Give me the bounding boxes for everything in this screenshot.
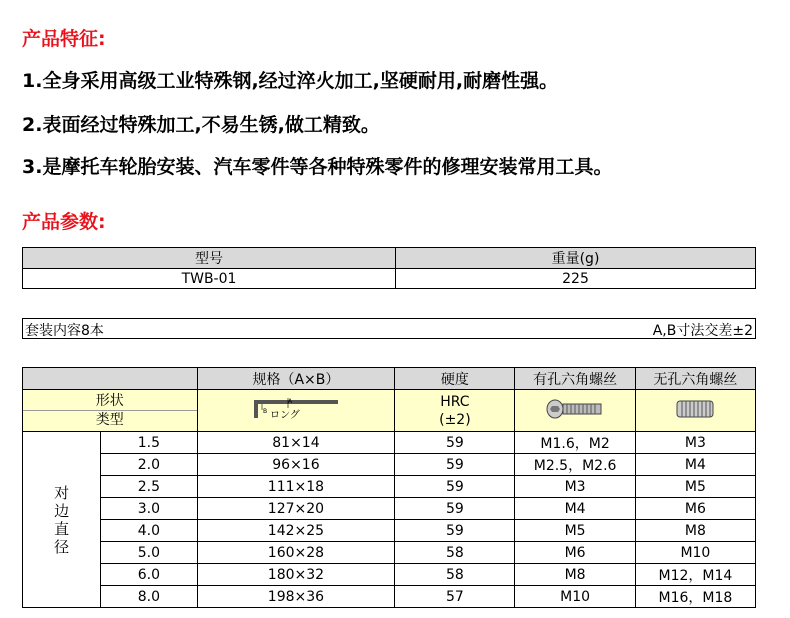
- dims-cell: 127×20: [197, 498, 395, 520]
- params-heading: 产品参数:: [22, 211, 106, 233]
- hardness-unit: HRC: [440, 393, 470, 410]
- spec-row: [23, 564, 756, 586]
- hardness-unit-cell: [395, 390, 515, 432]
- bolt-cell: M4: [515, 498, 635, 520]
- spec-table: [22, 367, 756, 608]
- features-heading: 产品特征:: [22, 28, 106, 50]
- size-cell: 8.0: [101, 586, 197, 608]
- set-screw-icon: [673, 398, 717, 424]
- dims-cell: 111×18: [197, 476, 395, 498]
- wrench-label-a: A: [287, 397, 293, 405]
- bolt-shape-cell: [515, 390, 635, 432]
- size-cell: 1.5: [101, 432, 197, 454]
- hardness-cell: 57: [395, 586, 515, 608]
- spec-header-hardness: 硬度: [395, 368, 515, 390]
- nut-cell: M8: [635, 520, 755, 542]
- side-label-cell: [23, 432, 101, 608]
- size-cell: 4.0: [101, 520, 197, 542]
- dims-cell: 198×36: [197, 586, 395, 608]
- spec-row: [23, 520, 756, 542]
- size-cell: 6.0: [101, 564, 197, 586]
- hardness-cell: 59: [395, 520, 515, 542]
- hardness-cell: 58: [395, 564, 515, 586]
- nut-cell: M5: [635, 476, 755, 498]
- spec-header-blank: [23, 368, 198, 390]
- hardness-cell: 59: [395, 498, 515, 520]
- set-content-label: 套装内容8本: [25, 323, 104, 339]
- spec-body: [23, 432, 756, 608]
- params-header-weight: 重量(g): [396, 248, 756, 269]
- bolt-cell: M3: [515, 476, 635, 498]
- params-header-row: [23, 248, 756, 269]
- dims-cell: 160×28: [197, 542, 395, 564]
- shape-label: 形状: [23, 392, 197, 411]
- feature-line-2: 2.表面经过特殊加工,不易生锈,做工精致。: [22, 114, 380, 136]
- tolerance-label: A,B寸法交差±2: [652, 323, 753, 339]
- hex-key-wrench-icon: [248, 394, 344, 428]
- hardness-cell: 58: [395, 542, 515, 564]
- spec-row: [23, 432, 756, 454]
- spec-row: [23, 542, 756, 564]
- bolt-cell: M8: [515, 564, 635, 586]
- side-label: 对边直径: [54, 483, 70, 556]
- type-label: 类型: [95, 412, 124, 428]
- hardness-tolerance: (±2): [439, 411, 471, 428]
- nut-cell: M4: [635, 454, 755, 476]
- dims-cell: 180×32: [197, 564, 395, 586]
- spec-header-nut: 无孔六角螺丝: [635, 368, 755, 390]
- spec-header-row: [23, 368, 756, 390]
- nut-cell: M12，M14: [635, 564, 755, 586]
- size-cell: 2.5: [101, 476, 197, 498]
- params-model-value: TWB-01: [23, 269, 396, 289]
- nut-cell: M16，M18: [635, 586, 755, 608]
- spec-row: [23, 498, 756, 520]
- nut-cell: M6: [635, 498, 755, 520]
- feature-line-3: 3.是摩托车轮胎安装、汽车零件等各种特殊零件的修理安装常用工具。: [22, 156, 613, 178]
- params-header-model: 型号: [23, 248, 396, 269]
- spec-shape-row: [23, 390, 756, 432]
- nut-shape-cell: [635, 390, 755, 432]
- params-table: [22, 247, 756, 289]
- size-cell: 3.0: [101, 498, 197, 520]
- set-content-bar: [22, 318, 756, 339]
- shape-type-label: [23, 390, 198, 432]
- nut-cell: M3: [635, 432, 755, 454]
- params-data-row: [23, 269, 756, 289]
- nut-cell: M10: [635, 542, 755, 564]
- spec-row: [23, 586, 756, 608]
- size-cell: 2.0: [101, 454, 197, 476]
- dims-cell: 96×16: [197, 454, 395, 476]
- bolt-cell: M2.5，M2.6: [515, 454, 635, 476]
- wrench-label-long: ロング: [269, 409, 300, 421]
- dims-cell: 81×14: [197, 432, 395, 454]
- spec-row: [23, 454, 756, 476]
- socket-head-bolt-icon: [543, 398, 607, 424]
- spec-header-bolt: 有孔六角螺丝: [515, 368, 635, 390]
- size-cell: 5.0: [101, 542, 197, 564]
- wrench-shape-cell: [197, 390, 395, 432]
- wrench-label-b: B: [262, 407, 268, 415]
- spec-row: [23, 476, 756, 498]
- bolt-cell: M5: [515, 520, 635, 542]
- bolt-cell: M6: [515, 542, 635, 564]
- bolt-cell: M1.6，M2: [515, 432, 635, 454]
- feature-line-1: 1.全身采用高级工业特殊钢,经过淬火加工,坚硬耐用,耐磨性强。: [22, 70, 559, 92]
- spec-header-dims: 规格（A×B）: [197, 368, 395, 390]
- params-weight-value: 225: [396, 269, 756, 289]
- hardness-cell: 59: [395, 432, 515, 454]
- hardness-cell: 59: [395, 454, 515, 476]
- dims-cell: 142×25: [197, 520, 395, 542]
- hardness-cell: 59: [395, 476, 515, 498]
- bolt-cell: M10: [515, 586, 635, 608]
